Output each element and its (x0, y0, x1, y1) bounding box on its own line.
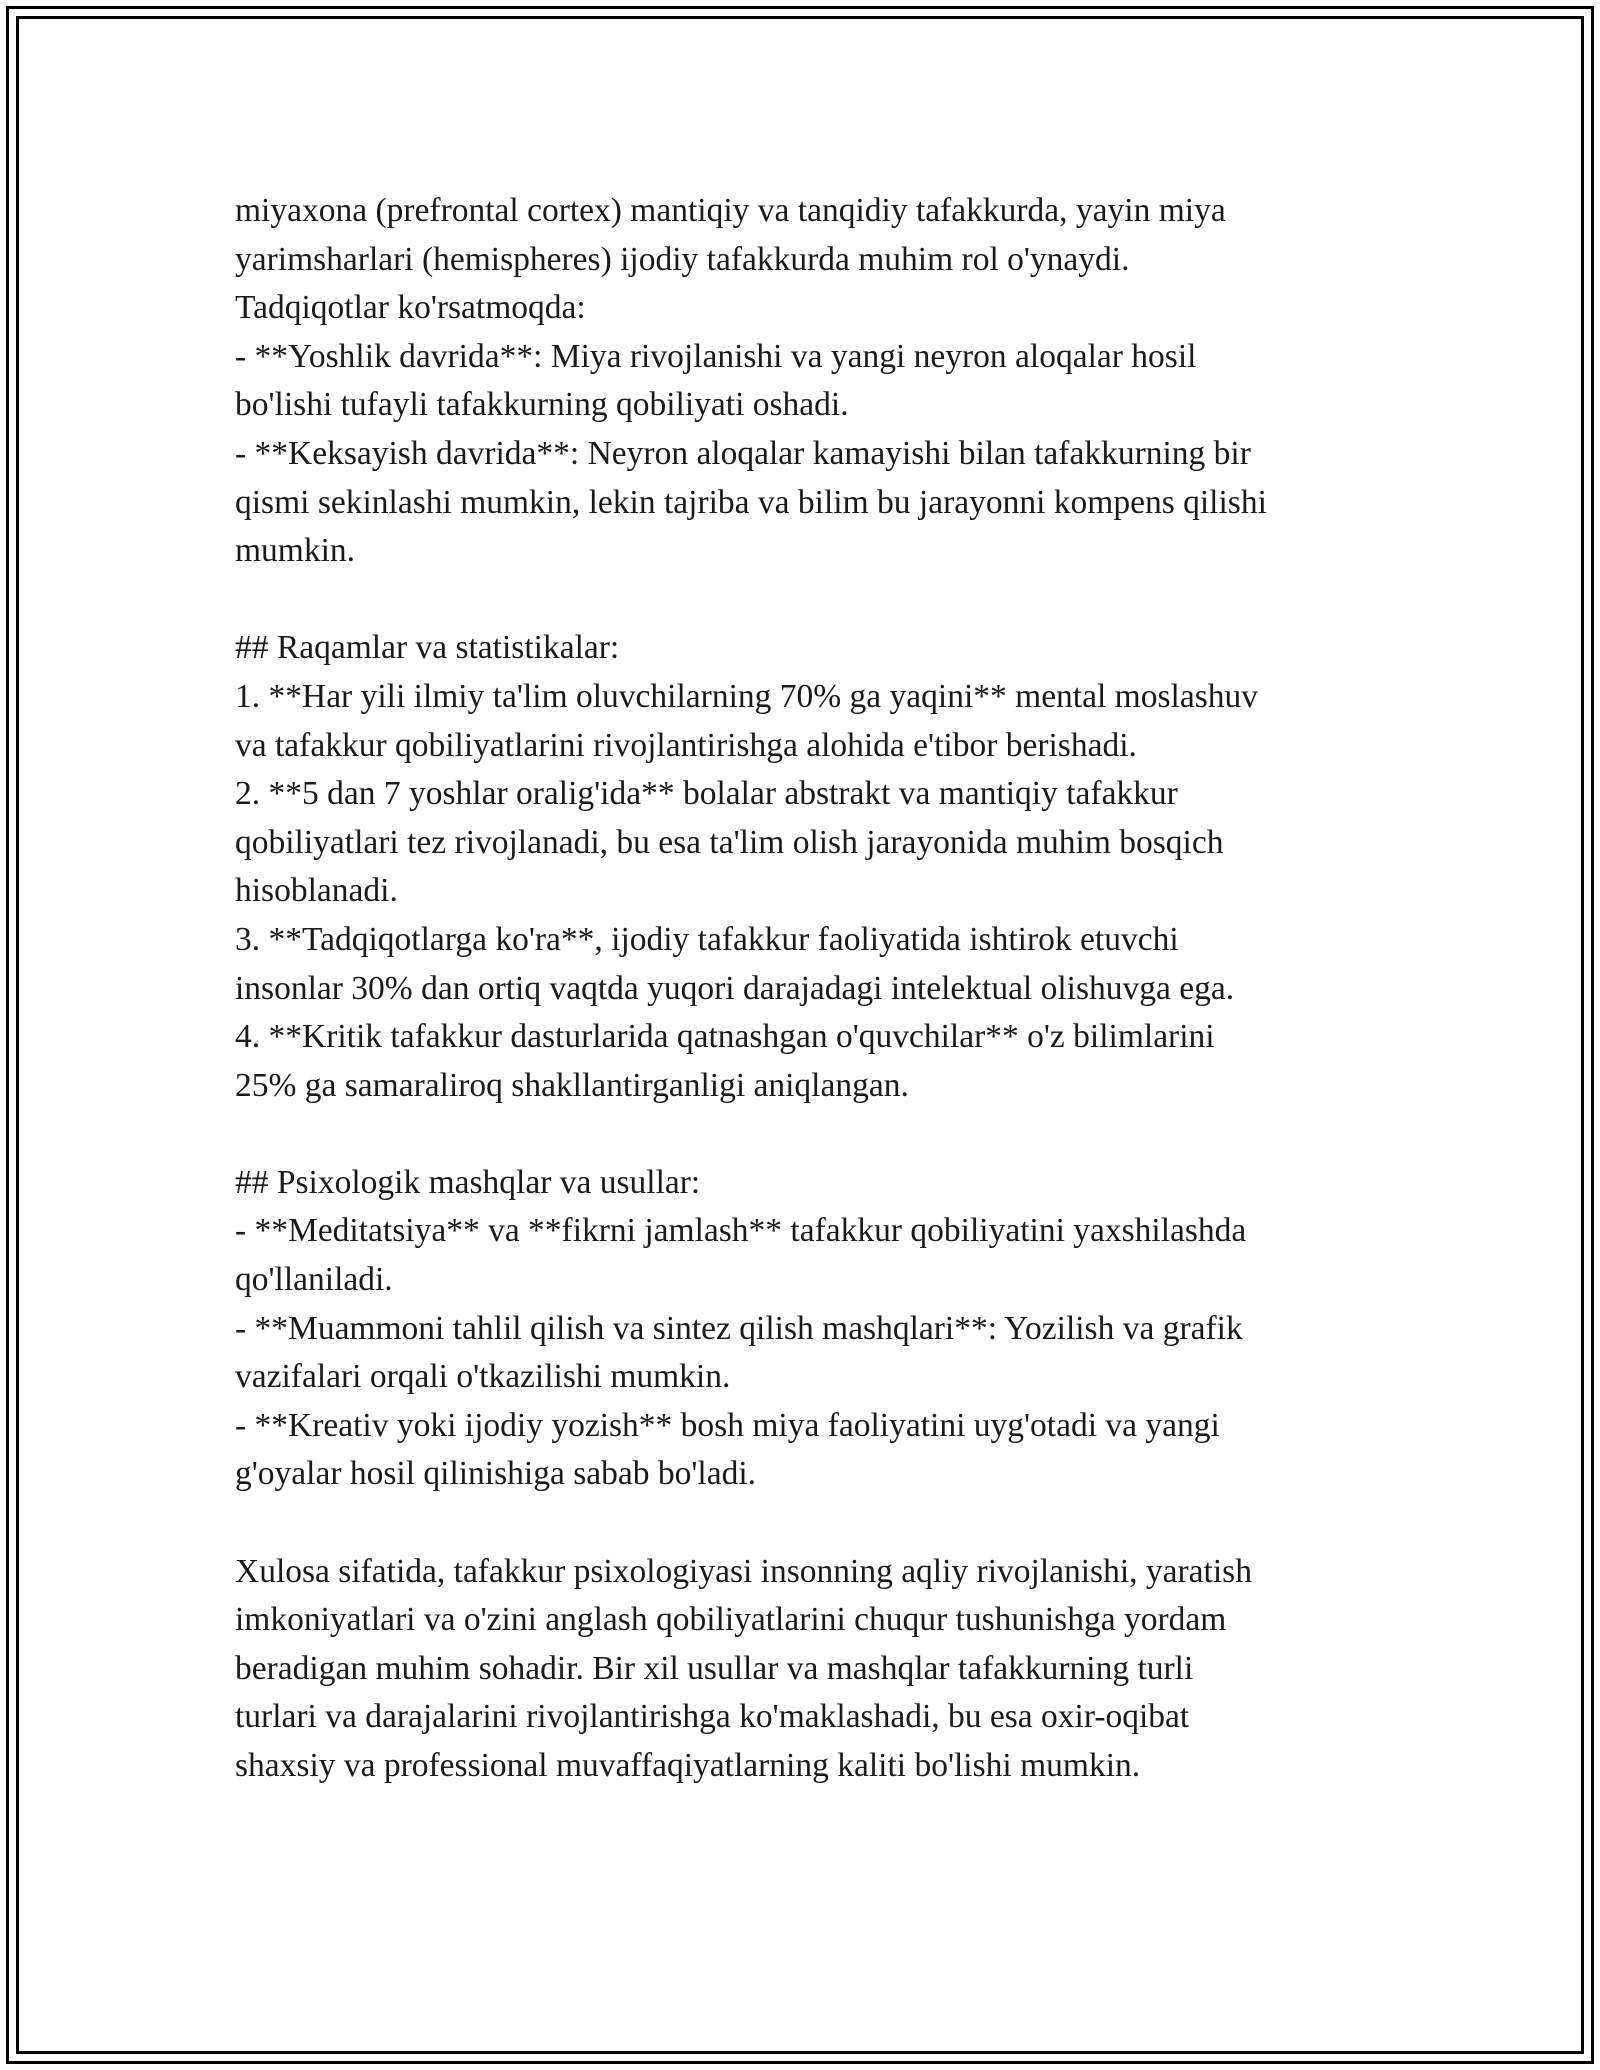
document-body (235, 187, 1385, 1791)
text-line: imkoniyatlari va o'zini anglash qobiliyatlarini chuqur tushunishga yordam (235, 1601, 1227, 1639)
text-line: qobiliyatlari tez rivojlanadi, bu esa ta'lim olish jarayonida muhim bosqich (235, 823, 1224, 861)
text-line: va tafakkur qobiliyatlarini rivojlantirishga alohida e'tibor berishadi. (235, 726, 1137, 764)
text-line: Tadqiqotlar ko'rsatmoqda: (235, 289, 586, 327)
paragraph-gap (235, 1499, 1385, 1548)
text-line: miyaxona (prefrontal cortex) mantiqiy va tanqidiy tafakkurda, yayin miya (235, 192, 1226, 229)
text-line: hisoblanadi. (235, 872, 398, 910)
text-line: 3. **Tadqiqotlarga ko'ra**, ijodiy tafakkur faoliyatida ishtirok etuvchi (235, 920, 1179, 958)
text-line: turlari va darajalarini rivojlantirishga ko'maklashadi, bu esa oxir-oqibat (235, 1698, 1190, 1736)
text-line: - **Kreativ yoki ijodiy yozish** bosh miya faoliyatini uyg'otadi va yangi (235, 1406, 1220, 1444)
exercises-section (235, 1159, 1385, 1499)
text-line: shaxsiy va professional muvaffaqiyatlarning kaliti bo'lishi mumkin. (235, 1747, 1141, 1784)
section-heading-stats: ## Raqamlar va statistikalar: (235, 629, 620, 667)
text-line: 25% ga samaraliroq shakllantirganligi aniqlangan. (235, 1066, 909, 1104)
text-line: mumkin. (235, 532, 356, 570)
text-line: vazifalari orqali o'tkazilishi mumkin. (235, 1358, 731, 1396)
text-line: - **Muammoni tahlil qilish va sintez qilish mashqlari**: Yozilish va grafik (235, 1309, 1243, 1347)
text-line: g'oyalar hosil qilinishiga sabab bo'ladi. (235, 1455, 757, 1493)
conclusion-paragraph (235, 1548, 1385, 1791)
text-line: beradigan muhim sohadir. Bir xil usullar va mashqlar tafakkurning turli (235, 1649, 1194, 1687)
paragraph-gap (235, 1110, 1385, 1159)
paragraph-gap (235, 576, 1385, 625)
text-line: insonlar 30% dan ortiq vaqtda yuqori darajadagi intelektual olishuvga ega. (235, 969, 1235, 1007)
text-line: - **Yoshlik davrida**: Miya rivojlanishi va yangi neyron aloqalar hosil (235, 337, 1197, 375)
text-line: - **Meditatsiya** va **fikrni jamlash** tafakkur qobiliyatini yaxshilashda (235, 1212, 1247, 1250)
text-line: yarimsharlari (hemispheres) ijodiy tafakkurda muhim rol o'ynaydi. (235, 240, 1130, 278)
text-line: 4. **Kritik tafakkur dasturlarida qatnashgan o'quvchilar** o'z bilimlarini (235, 1018, 1215, 1056)
section-heading-exercises: ## Psixologik mashqlar va usullar: (235, 1163, 701, 1201)
text-line: Xulosa sifatida, tafakkur psixologiyasi insonning aqliy rivojlanishi, yaratish (235, 1552, 1252, 1590)
text-line: 2. **5 dan 7 yoshlar oralig'ida** bolalar abstrakt va mantiqiy tafakkur (235, 775, 1178, 813)
intro-paragraph (235, 187, 1385, 576)
text-line: qismi sekinlashi mumkin, lekin tajriba va bilim bu jarayonni kompens qilishi (235, 483, 1267, 521)
text-line: qo'llaniladi. (235, 1261, 393, 1299)
text-line: 1. **Har yili ilmiy ta'lim oluvchilarning 70% ga yaqini** mental moslashuv (235, 677, 1258, 715)
stats-section (235, 624, 1385, 1110)
text-line: - **Keksayish davrida**: Neyron aloqalar kamayishi bilan tafakkurning bir (235, 434, 1251, 472)
text-line: bo'lishi tufayli tafakkurning qobiliyati oshadi. (235, 386, 849, 424)
